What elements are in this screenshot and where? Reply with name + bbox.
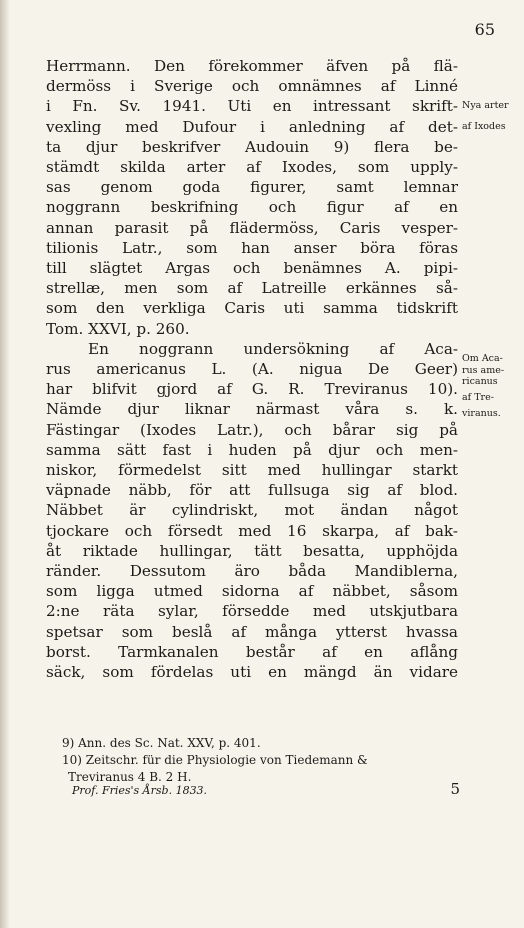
footnote: 9) Ann. des Sc. Nat. XXV, p. 401. <box>62 736 261 750</box>
margin-note: Nya arter <box>462 100 509 111</box>
text-line: som ligga utmed sidorna af näbbet, såsom <box>46 582 458 601</box>
text-line: dermöss i Sverige och omnämnes af Linné <box>46 77 458 96</box>
text-line: Fästingar (Ixodes Latr.), och bårar sig på <box>46 420 458 439</box>
text-line: 2:ne räta sylar, försedde med utskjutbara <box>46 602 458 621</box>
margin-note: Om Aca- <box>462 353 503 364</box>
text-line: noggrann beskrifning och figur af en <box>46 198 458 217</box>
text-line: väpnade näbb, för att fullsuga sig af blod. <box>46 481 458 500</box>
text-line: åt riktade hullingar, tätt besatta, upphöjda <box>46 541 458 560</box>
text-line: Näbbet är cylindriskt, mot ändan något <box>46 501 458 520</box>
text-line: Tom. XXVI, p. 260. <box>46 319 190 338</box>
text-line: har blifvit gjord af G. R. Treviranus 10). <box>46 380 458 399</box>
text-line: ta djur beskrifver Audouin 9) flera be- <box>46 137 458 156</box>
text-line: rus americanus L. (A. nigua De Geer) <box>46 360 458 379</box>
margin-note: af Ixodes <box>462 121 506 132</box>
body-text <box>46 56 458 682</box>
text-line: vexling med Dufour i anledning af det- <box>46 117 458 136</box>
page-edge-shadow <box>0 0 10 928</box>
text-line: niskor, förmedelst sitt med hullingar starkt <box>46 461 458 480</box>
text-line: Nämde djur liknar närmast våra s. k. <box>46 400 458 419</box>
text-line: stämdt skilda arter af Ixodes, som upply- <box>46 158 458 177</box>
footnote: Treviranus 4 B. 2 H. <box>68 770 192 784</box>
text-line: spetsar som beslå af många ytterst hvassa <box>46 622 458 641</box>
footnotes <box>62 735 462 786</box>
signature-mark: 5 <box>450 780 460 798</box>
page-number: 65 <box>474 20 495 39</box>
text-line: strellæ, men som af Latreille erkännes så- <box>46 279 458 298</box>
text-line: En noggrann undersökning af Aca- <box>88 339 458 358</box>
text-line: annan parasit på flädermöss, Caris vesper- <box>46 218 458 237</box>
running-footer: Prof. Fries's Årsb. 1833. <box>72 784 208 797</box>
text-line: i Fn. Sv. 1941. Uti en intressant skrift- <box>46 97 458 116</box>
text-line: ränder. Dessutom äro båda Mandiblerna, <box>46 562 458 581</box>
margin-note: ricanus <box>462 376 498 387</box>
text-line: säck, som fördelas uti en mängd än vidare <box>46 663 458 682</box>
margin-note: rus ame- <box>462 365 505 376</box>
text-line: som den verkliga Caris uti samma tidskrift <box>46 299 458 318</box>
text-line: Herrmann. Den förekommer äfven på flä- <box>46 57 458 75</box>
text-line: tilionis Latr., som han anser böra föras <box>46 238 458 257</box>
margin-note: viranus. <box>462 408 501 419</box>
margin-note: af Tre- <box>462 392 494 403</box>
text-line: samma sätt fast i huden på djur och men- <box>46 440 458 459</box>
text-line: till slägtet Argas och benämnes A. pipi- <box>46 259 458 278</box>
footnote: 10) Zeitschr. für die Physiologie von Tiedemann & <box>62 753 368 767</box>
text-line: borst. Tarmkanalen består af en aflång <box>46 642 458 661</box>
text-line: tjockare och försedt med 16 skarpa, af bak- <box>46 521 458 540</box>
text-line: sas genom goda figurer, samt lemnar <box>46 178 458 197</box>
